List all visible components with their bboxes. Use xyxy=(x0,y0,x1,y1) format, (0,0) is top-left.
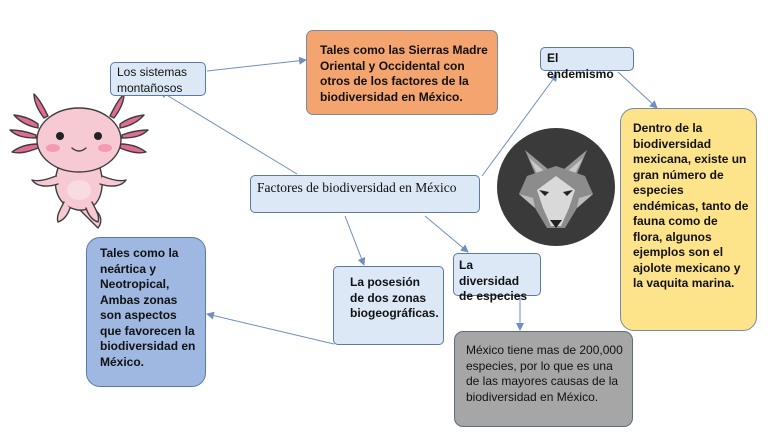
node-endemismo-label: El endemismo xyxy=(547,51,614,81)
node-sierras-label: Tales como las Sierras Madre Oriental y Occidental con otros de los factores de la biodiversidad en México. xyxy=(320,43,488,104)
wolf-icon xyxy=(497,128,615,246)
node-endemismo xyxy=(540,47,634,81)
node-montanosos-label: Los sistemas montañosos xyxy=(117,65,188,95)
arrow-to-diversidad xyxy=(425,216,468,252)
node-montanosos xyxy=(110,62,206,96)
node-diversidad-label: La diversidad de especies xyxy=(459,258,528,303)
arrow-to-sierras xyxy=(207,60,306,71)
node-especies-desc-label: México tiene mas de 200,000 especies, por lo que es una de las mayores causas de la biodiversidad en México. xyxy=(466,343,623,404)
node-posesion-label: La posesión de dos zonas biogeográficas. xyxy=(350,275,439,320)
node-endemismo-desc-label: Dentro de la biodiversidad mexicana, existe un gran número de especies endémicas, tanto de fauna como de flora, algunos ejemplos son el ajolote mexicano y la vaquita marina. xyxy=(633,121,749,290)
node-central-label: Factores de biodiversidad en México xyxy=(257,180,457,195)
node-diversidad xyxy=(453,253,541,303)
arrow-to-zonas-desc xyxy=(207,314,334,344)
arrow-to-endemismo-desc xyxy=(618,72,657,108)
node-zonas-desc xyxy=(86,237,206,387)
axolotl-illustration xyxy=(8,88,153,233)
node-especies-desc xyxy=(454,331,633,427)
node-zonas-desc-label: Tales como la neártica y Neotropical, Ambas zonas son aspectos que favorecen la biodiversidad en México. xyxy=(100,246,196,369)
node-endemismo-desc xyxy=(620,108,757,331)
node-sierras xyxy=(306,30,498,115)
node-central xyxy=(250,175,480,213)
arrow-to-montanosos xyxy=(160,91,297,174)
arrow-to-posesion xyxy=(345,216,364,265)
node-posesion xyxy=(333,266,444,345)
